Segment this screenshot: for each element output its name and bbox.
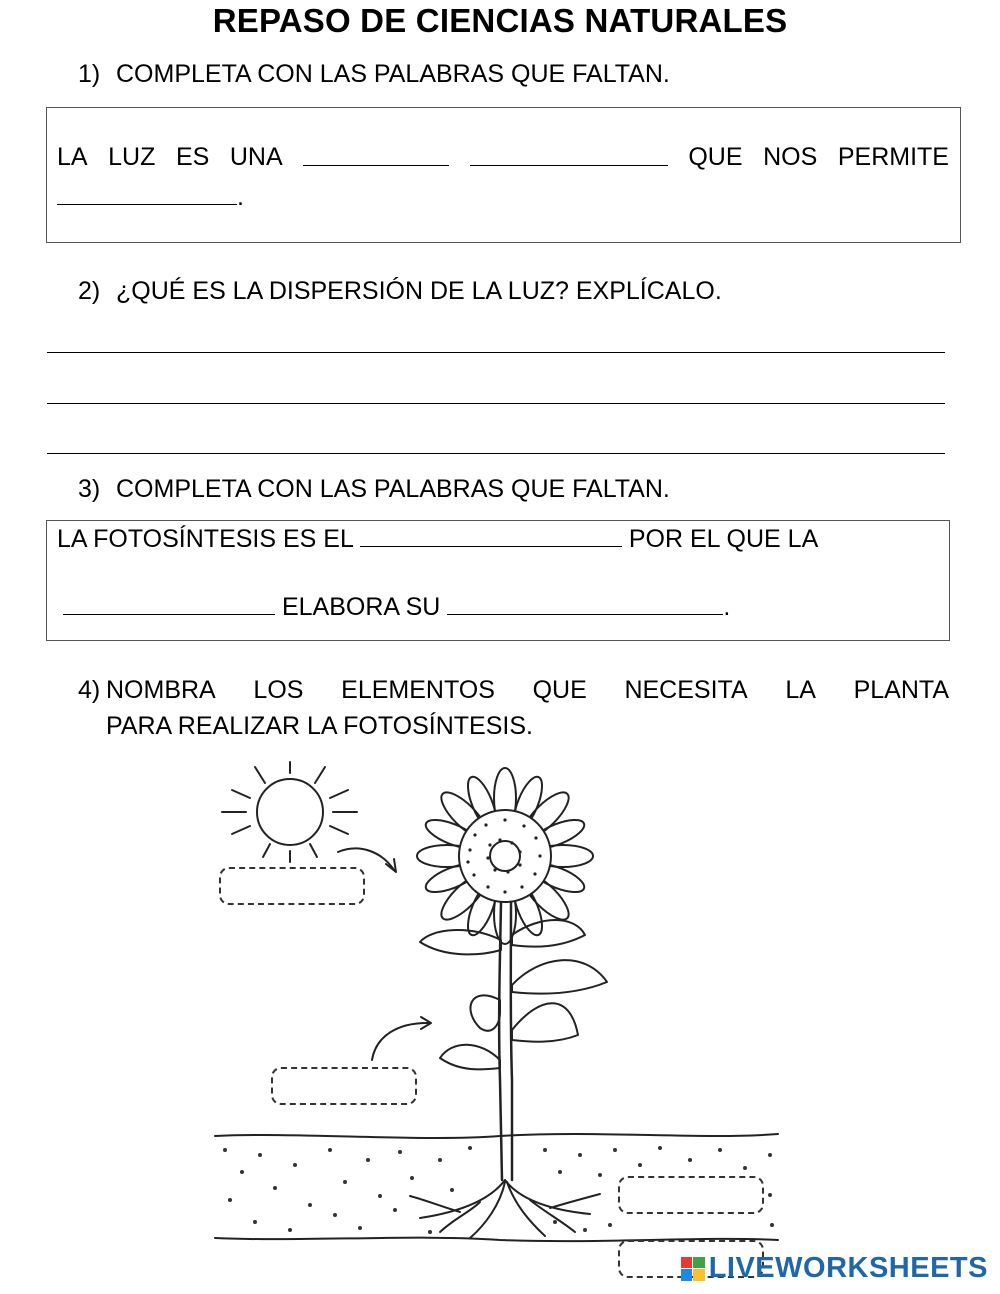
liveworksheets-logo	[681, 1252, 988, 1285]
question-2-heading	[78, 277, 722, 306]
q3-blank-2[interactable]	[63, 592, 275, 615]
q4-word: NOMBRA	[106, 676, 216, 704]
sunflower-illustration	[0, 750, 1000, 1294]
q3-blank-1[interactable]	[360, 524, 622, 547]
q1-word: UNA	[229, 143, 283, 171]
question-3-text: COMPLETA CON LAS PALABRAS QUE FALTAN.	[116, 475, 670, 503]
question-4-line-2: PARA REALIZAR LA FOTOSÍNTESIS.	[106, 712, 533, 740]
q4-word: NECESITA	[624, 676, 748, 704]
q1-word: LA	[57, 143, 88, 171]
question-2-text: ¿QUÉ ES LA DISPERSIÓN DE LA LUZ? EXPLÍCALO.	[116, 277, 722, 305]
question-1-number: 1)	[78, 60, 101, 88]
answer-box-air[interactable]	[271, 1067, 417, 1105]
q4-word: ELEMENTOS	[341, 676, 495, 704]
question-4-number: 4)	[78, 676, 101, 704]
question-2-number: 2)	[78, 277, 101, 305]
q4-word: QUE	[532, 676, 587, 704]
question-1-text: COMPLETA CON LAS PALABRAS QUE FALTAN.	[116, 60, 670, 88]
question-3-number: 3)	[78, 475, 101, 503]
q1-blank-2[interactable]	[470, 143, 668, 166]
answer-line-1[interactable]	[47, 352, 945, 353]
q1-word: PERMITE	[837, 143, 949, 171]
question-1-heading	[78, 60, 670, 89]
q1-word: QUE	[688, 143, 743, 171]
roots	[410, 1180, 600, 1238]
logo-text: LIVEWORKSHEETS	[708, 1252, 988, 1284]
page-title: REPASO DE CIENCIAS NATURALES	[212, 2, 788, 39]
question-1-sentence-line-2	[57, 182, 244, 212]
answer-box-sunlight[interactable]	[219, 867, 365, 905]
question-3-heading	[78, 475, 670, 504]
q1-word: NOS	[763, 143, 818, 171]
q4-word: PLANTA	[853, 676, 949, 704]
answer-box-water[interactable]	[618, 1176, 764, 1214]
q3-text-c: ELABORA SU	[281, 593, 441, 621]
answer-line-2[interactable]	[47, 403, 945, 404]
question-3-sentence-line-2	[63, 592, 730, 622]
q1-blank-1[interactable]	[303, 143, 449, 166]
q3-text-b: POR EL QUE LA	[628, 525, 819, 553]
question-4-line-1	[106, 676, 949, 705]
q1-blank-3[interactable]	[57, 182, 237, 205]
question-1-box	[46, 107, 961, 243]
q3-period: .	[723, 593, 731, 621]
q1-period: .	[237, 183, 244, 211]
answer-line-3[interactable]	[47, 453, 945, 454]
q4-word: LA	[785, 676, 816, 704]
logo-badge-icon	[681, 1257, 705, 1281]
question-3-sentence-line-1	[57, 524, 818, 554]
sun-icon	[222, 762, 357, 862]
q3-text-a: LA FOTOSÍNTESIS ES EL	[57, 525, 353, 553]
question-1-sentence-line-1	[57, 143, 949, 172]
q3-blank-3[interactable]	[447, 592, 723, 615]
q4-word: LOS	[253, 676, 304, 704]
q1-word: LUZ	[108, 143, 156, 171]
q1-word: ES	[175, 143, 210, 171]
